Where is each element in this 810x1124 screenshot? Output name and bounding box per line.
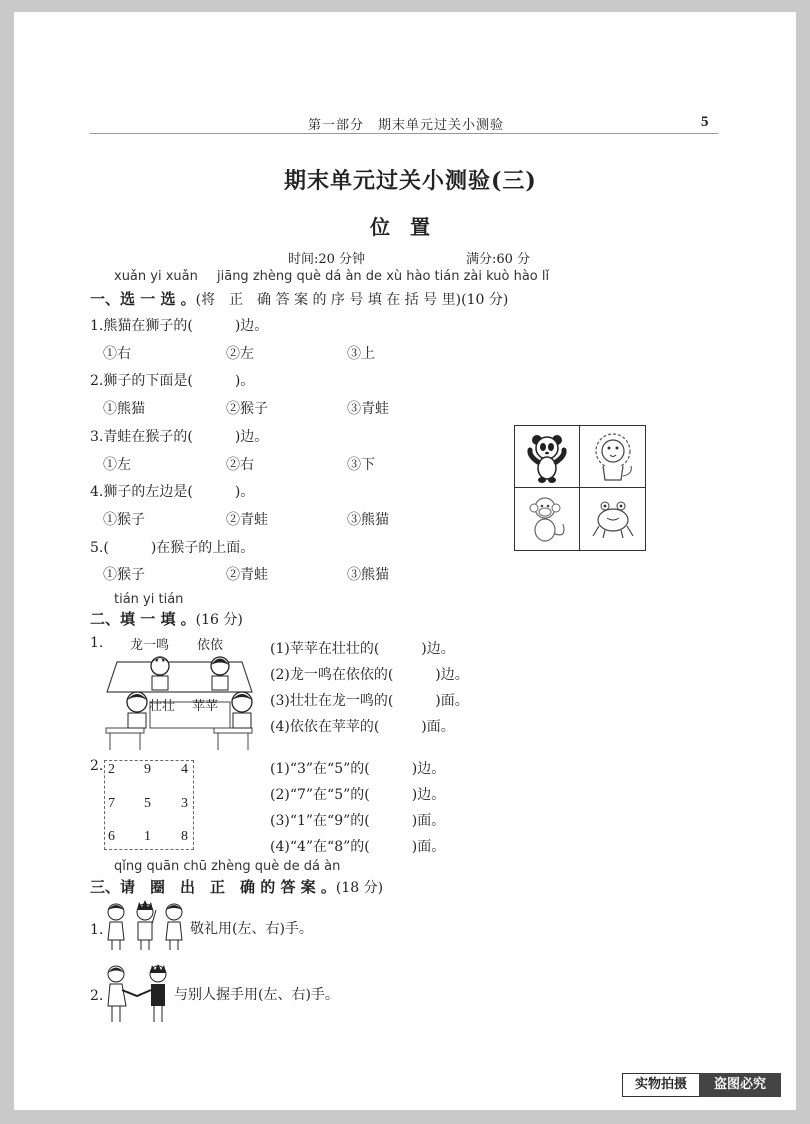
grid-number: 4 <box>181 762 188 777</box>
grid-number: 9 <box>144 762 151 777</box>
question-option: ②右 <box>226 457 254 473</box>
question-option: ②猴子 <box>226 401 268 417</box>
section-two-points: (16 分) <box>195 612 243 628</box>
question-stem: 1.熊猫在狮子的( )边。 <box>90 318 269 334</box>
monkey-icon <box>515 488 579 549</box>
section-three-heading <box>90 876 383 897</box>
question-option: ②青蛙 <box>226 512 268 528</box>
fill-item: (3)壮壮在龙一鸣的( )面。 <box>270 693 469 709</box>
classroom-illustration <box>102 632 257 750</box>
grid-number: 1 <box>144 829 151 844</box>
section-three-points: (18 分) <box>335 880 384 896</box>
fill-item: (1)苹苹在壮壮的( )边。 <box>270 641 455 657</box>
handshake-illustration <box>102 964 172 1024</box>
full-score: 满分:60 分 <box>466 252 531 267</box>
fill-item: (4)“4”在“8”的( )面。 <box>270 839 446 855</box>
page-number: 5 <box>701 114 709 130</box>
student-name-label: 龙一鸣 <box>130 638 170 653</box>
section-one-pinyin-b: jiāng zhèng què dá àn de xù hào tián zài kuò hào lǐ <box>217 269 550 284</box>
fill-item: (4)依依在苹苹的( )面。 <box>270 719 455 735</box>
lion-icon <box>581 426 645 487</box>
question-option: ③青蛙 <box>347 401 389 417</box>
fill-item: (2)龙一鸣在依依的( )边。 <box>270 667 469 683</box>
circle-item-text: 敬礼用(左、右)手。 <box>190 921 313 937</box>
student-name-label: 苹苹 <box>192 699 219 714</box>
section-one-instruction: (将 正 确 答 案 的 序 号 填 在 括 号 里) <box>195 292 462 308</box>
grid-number: 2 <box>108 762 115 777</box>
section-three-title: 三、请 圈 出 正 确 的 答 案 。 <box>90 878 336 896</box>
question-stem: 2.狮子的下面是( )。 <box>90 373 255 389</box>
question-option: ③熊猫 <box>347 512 389 528</box>
page-subtitle: 位 置 <box>370 215 430 239</box>
fill-item: (3)“1”在“9”的( )面。 <box>270 813 446 829</box>
stamp-photo-label: 实物拍摄 <box>622 1073 700 1097</box>
question-option: ③下 <box>347 457 375 473</box>
frog-icon <box>581 488 645 549</box>
grid-number: 3 <box>181 796 188 811</box>
page-title: 期末单元过关小测验(三) <box>284 168 537 194</box>
question-option: ③熊猫 <box>347 567 389 583</box>
section-one-pinyin-a: xuǎn yi xuǎn <box>114 269 198 284</box>
question-option: ①熊猫 <box>103 401 145 417</box>
fill-item: (1)“3”在“5”的( )边。 <box>270 761 446 777</box>
section-one-heading <box>90 288 508 309</box>
circle-item-number: 2. <box>90 988 104 1004</box>
student-name-label: 依依 <box>197 638 224 653</box>
q1-number: 1. <box>90 635 104 651</box>
question-option: ①右 <box>103 346 131 362</box>
question-stem: 3.青蛙在猴子的( )边。 <box>90 429 269 445</box>
header-rule <box>90 133 718 134</box>
question-option: ①猴子 <box>103 567 145 583</box>
worksheet-page <box>14 12 796 1110</box>
stamp-copyright-label: 盗图必究 <box>699 1073 781 1097</box>
saluting-children-illustration <box>102 900 188 952</box>
question-option: ②青蛙 <box>226 567 268 583</box>
student-name-label: 壮壮 <box>149 699 176 714</box>
circle-item-number: 1. <box>90 922 104 938</box>
grid-number: 5 <box>144 796 151 811</box>
fill-item: (2)“7”在“5”的( )边。 <box>270 787 446 803</box>
section-two-title: 二、填 一 填 。 <box>90 610 196 628</box>
running-header: 第一部分 期末单元过关小测验 <box>308 118 505 133</box>
grid-number: 6 <box>108 829 115 844</box>
section-three-pinyin: qǐng quān chū zhèng què de dá àn <box>114 859 341 874</box>
grid-number: 7 <box>108 796 115 811</box>
q2-number: 2. <box>90 758 104 774</box>
question-option: ①猴子 <box>103 512 145 528</box>
question-option: ③上 <box>347 346 375 362</box>
question-stem: 4.狮子的左边是( )。 <box>90 484 255 500</box>
animal-position-grid <box>514 425 646 551</box>
section-two-heading <box>90 608 243 629</box>
question-option: ②左 <box>226 346 254 362</box>
circle-item-text: 与别人握手用(左、右)手。 <box>174 987 339 1003</box>
time-limit: 时间:20 分钟 <box>288 252 366 267</box>
section-one-title: 一、选 一 选 。 <box>90 290 196 308</box>
panda-icon <box>515 426 579 487</box>
section-two-pinyin: tián yi tián <box>114 592 184 607</box>
question-option: ①左 <box>103 457 131 473</box>
section-one-points: (10 分) <box>461 292 509 308</box>
question-stem: 5.( )在猴子的上面。 <box>90 540 255 556</box>
grid-number: 8 <box>181 829 188 844</box>
